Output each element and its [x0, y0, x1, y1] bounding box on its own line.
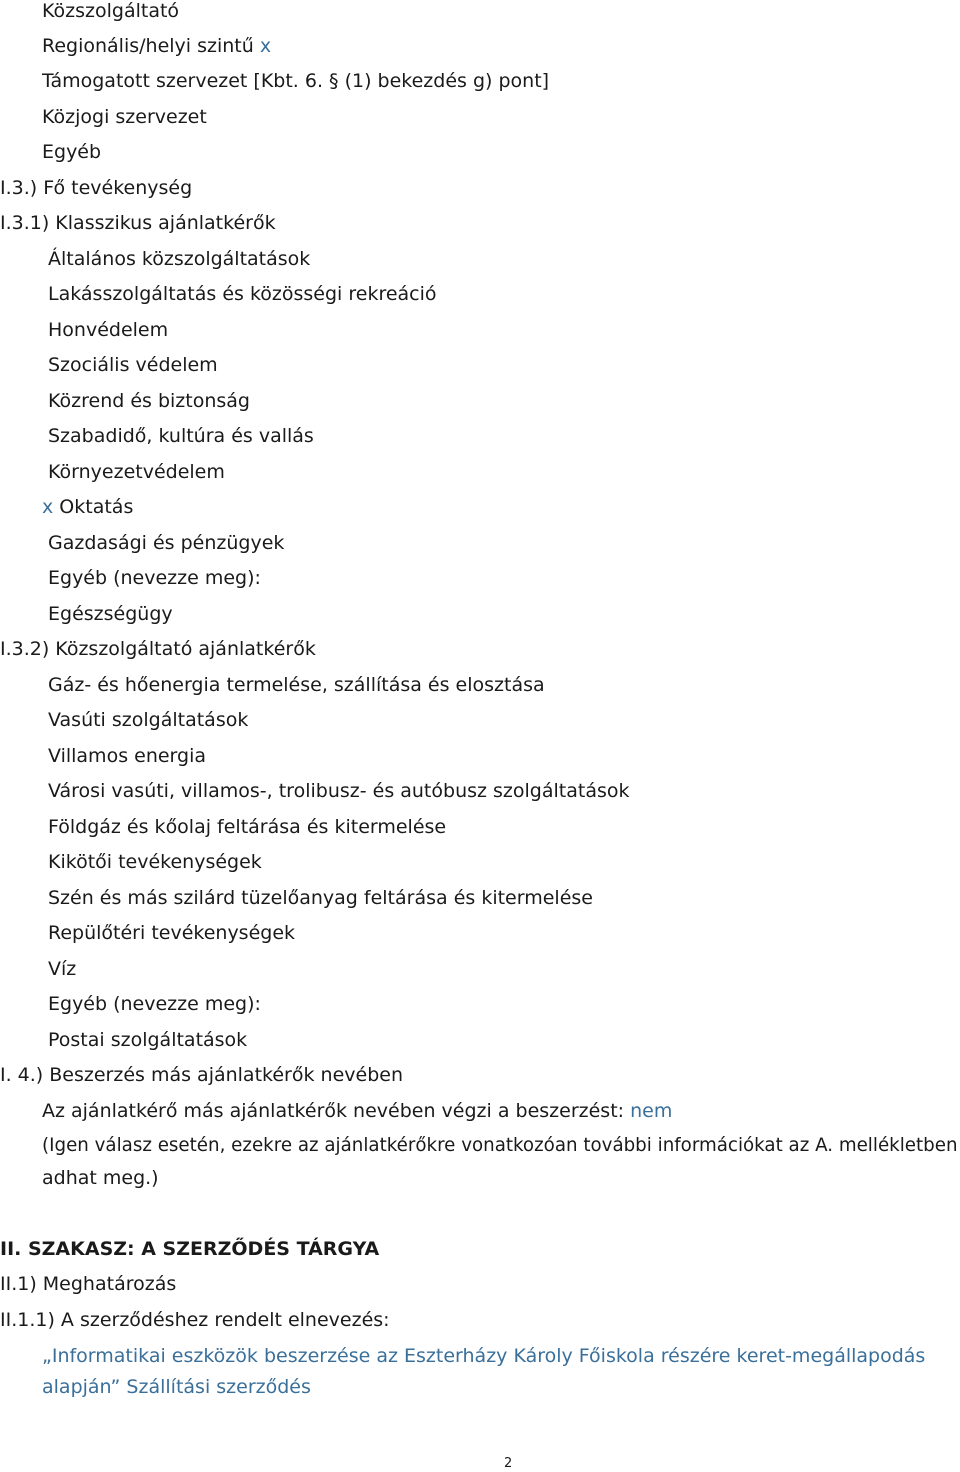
org-type-public-service: Közszolgáltató: [42, 0, 180, 22]
utility-item: Repülőtéri tevékenységek: [48, 922, 296, 944]
utility-item: Gáz- és hőenergia termelése, szállítása és elosztása: [48, 674, 545, 696]
utility-item: Egyéb (nevezze meg):: [48, 993, 261, 1015]
classic-item-selected-label: Oktatás: [59, 496, 134, 518]
classic-item: Környezetvédelem: [48, 461, 225, 483]
classic-item-selected: [42, 496, 133, 518]
on-behalf-question: [42, 1100, 672, 1122]
utility-item: Városi vasúti, villamos-, trolibusz- és autóbusz szolgáltatások: [48, 780, 630, 802]
classic-item: Honvédelem: [48, 319, 169, 341]
page-number: 2: [504, 1456, 513, 1471]
org-type-public-law: Közjogi szervezet: [42, 106, 207, 128]
utility-item: Kikötői tevékenységek: [48, 851, 262, 873]
classic-item: Egyéb (nevezze meg):: [48, 567, 261, 589]
classic-item: Gazdasági és pénzügyek: [48, 532, 285, 554]
utility-item: Vasúti szolgáltatások: [48, 709, 249, 731]
section-heading-contract-name: II.1.1) A szerződéshez rendelt elnevezés:: [0, 1309, 390, 1331]
on-behalf-note-line: (Igen válasz esetén, ezekre az ajánlatkérőkre vonatkozóan további információkat az A. mellékletben: [42, 1135, 958, 1156]
utility-item: Víz: [48, 958, 77, 980]
section-heading-definition: II.1) Meghatározás: [0, 1273, 177, 1295]
section-heading-on-behalf: I. 4.) Beszerzés más ajánlatkérők nevében: [0, 1064, 403, 1086]
classic-item: Közrend és biztonság: [48, 390, 250, 412]
utility-item: Szén és más szilárd tüzelőanyag feltárása és kitermelése: [48, 887, 593, 909]
checkmark-x: x: [259, 35, 272, 57]
utility-item: Földgáz és kőolaj feltárása és kitermelése: [48, 816, 447, 838]
classic-item: Szociális védelem: [48, 354, 218, 376]
on-behalf-question-text: Az ajánlatkérő más ajánlatkérők nevében végzi a beszerzést:: [42, 1100, 625, 1122]
org-type-regional: [42, 35, 271, 57]
contract-title-line: alapján” Szállítási szerződés: [42, 1376, 311, 1398]
org-type-regional-label: Regionális/helyi szintű: [42, 35, 254, 57]
classic-item: Egészségügy: [48, 603, 173, 625]
section-heading-main-activity: I.3.) Fő tevékenység: [0, 177, 193, 199]
org-type-supported: Támogatott szervezet [Kbt. 6. § (1) bekezdés g) pont]: [42, 70, 550, 92]
section-heading-utility: I.3.2) Közszolgáltató ajánlatkérők: [0, 638, 316, 660]
utility-item: Villamos energia: [48, 745, 207, 767]
section-heading-contract-subject: II. SZAKASZ: A SZERZŐDÉS TÁRGYA: [0, 1238, 380, 1260]
contract-title-line: „Informatikai eszközök beszerzése az Eszterházy Károly Főiskola részére keret-megállapodás: [42, 1345, 926, 1367]
classic-item: Szabadidő, kultúra és vallás: [48, 425, 314, 447]
utility-item: Postai szolgáltatások: [48, 1029, 248, 1051]
org-type-other: Egyéb: [42, 141, 102, 163]
checkmark-x: x: [42, 496, 54, 518]
section-heading-classic: I.3.1) Klasszikus ajánlatkérők: [0, 212, 276, 234]
on-behalf-answer: nem: [630, 1100, 673, 1122]
classic-item: Általános közszolgáltatások: [48, 248, 311, 270]
on-behalf-note-line: adhat meg.): [42, 1167, 159, 1189]
classic-item: Lakásszolgáltatás és közösségi rekreáció: [48, 283, 437, 305]
